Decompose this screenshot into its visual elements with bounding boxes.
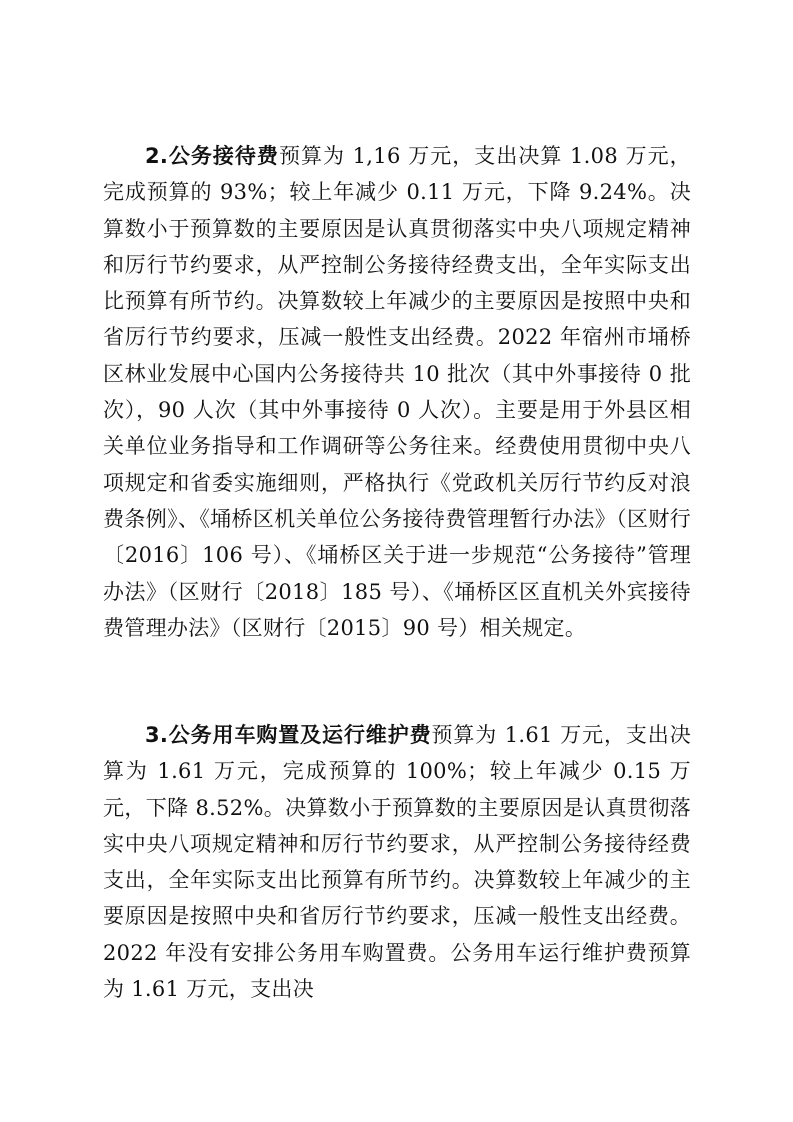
heading-official-vehicle: 3.公务用车购置及运行维护费 [145, 723, 432, 747]
paragraph-official-reception [103, 138, 691, 646]
body-official-reception: 预算为 1,16 万元，支出决算 1.08 万元，完成预算的 93%；较上年减少 0.11 万元，下降 9.24%。决算数小于预算数的主要原因是认真贯彻落实中央八项规定精神和厉行节约要求，从严控制公务接待经费支出，全年实际支出比预算有所节约。决算数较上年减少的主要原因是按照中央和省厉行节约要求，压减一般性支出经费。2022 年宿州市埇桥区林业发展中心国内公务接待共 10 批次（其中外事接待 0 批次），90 人次（其中外事接待 0 人次）。主要是用于外县区相关单位业务指导和工作调研等公务往来。经费使用贯彻中央八项规定和省委实施细则，严格执行《党政机关厉行节约反对浪费条例》、《埇桥区机关单位公务接待费管理暂行办法》（区财行〔2016〕106 号）、《埇桥区关于进一步规范“公务接待”管理办法》（区财行〔2018〕185 号）、《埇桥区区直机关外宾接待费管理办法》（区财行〔2015〕90 号）相关规定。 [103, 144, 691, 640]
heading-official-reception: 2.公务接待费 [145, 144, 279, 168]
body-official-vehicle: 预算为 1.61 万元，支出决算为 1.61 万元，完成预算的 100%；较上年减少 0.15 万元，下降 8.52%。决算数小于预算数的主要原因是认真贯彻落实中央八项规定精神和厉行节约要求，从严控制公务接待经费支出，全年实际支出比预算有所节约。决算数较上年减少的主要原因是按照中央和省厉行节约要求，压减一般性支出经费。2022 年没有安排公务用车购置费。公务用车运行维护费预算为 1.61 万元，支出决 [103, 723, 692, 1002]
paragraph-official-vehicle [103, 717, 691, 1007]
